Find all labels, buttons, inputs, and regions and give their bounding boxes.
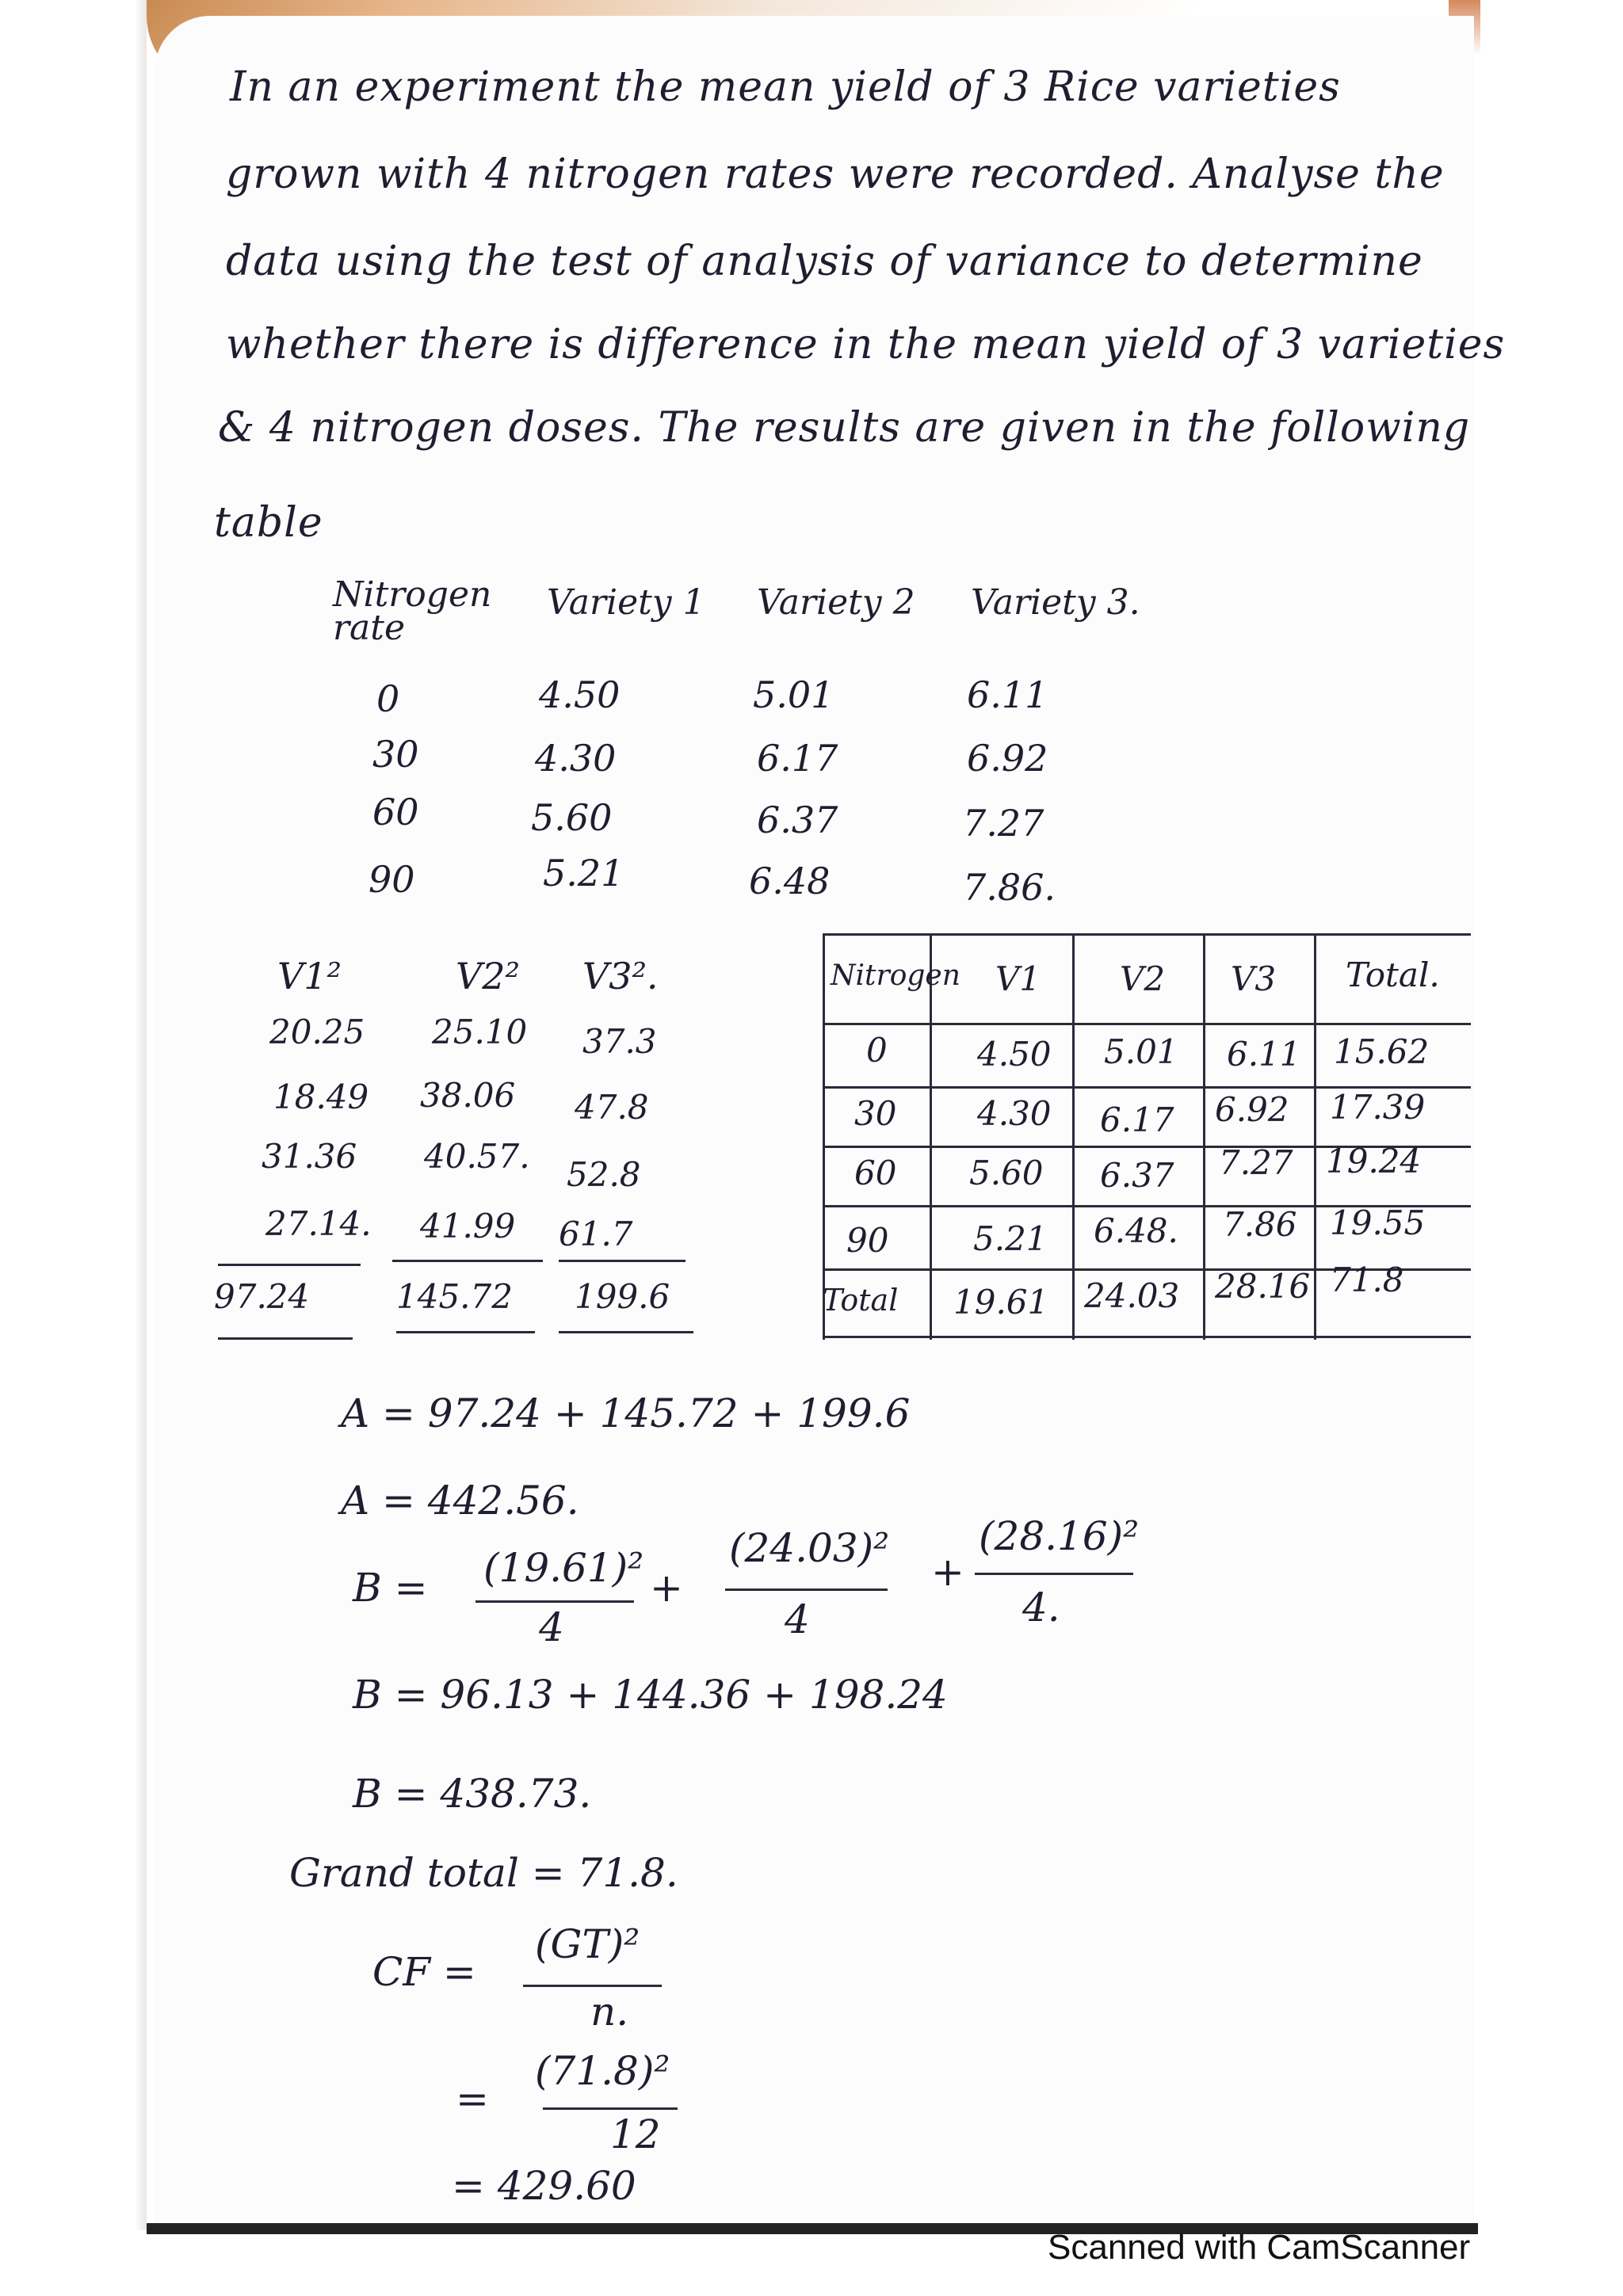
- tt-total-v3: 28.16: [1215, 1267, 1311, 1306]
- cell-r2-nitrogen: 60: [372, 791, 419, 833]
- cell-r0-v1: 4.50: [539, 673, 621, 716]
- calc-b-line3: B = 438.73.: [353, 1771, 592, 1817]
- grid-line: [823, 936, 825, 1340]
- header-variety-1: Variety 1: [547, 582, 705, 623]
- tt-r0-nitrogen: 0: [866, 1031, 888, 1070]
- question-line-3: data using the test of analysis of variance to determine: [226, 238, 1423, 285]
- sq-r0-v2: 25.10: [432, 1013, 528, 1051]
- tt-header-v3: V3: [1231, 959, 1277, 998]
- question-line-1: In an experiment the mean yield of 3 Rice varieties: [230, 63, 1341, 111]
- calc-cf-eq2: =: [456, 2076, 489, 2122]
- calc-grand-total: Grand total = 71.8.: [289, 1850, 678, 1896]
- cell-r2-v1: 5.60: [531, 796, 613, 839]
- grid-line: [823, 1336, 1471, 1338]
- sq-r0-v1: 20.25: [269, 1013, 365, 1051]
- fraction-bar: [543, 2107, 678, 2110]
- cell-r3-nitrogen: 90: [369, 858, 415, 901]
- sq-underline-v2: [392, 1260, 543, 1262]
- calc-b-den1: 4: [539, 1604, 564, 1650]
- grid-line: [1314, 936, 1316, 1340]
- tt-r1-v3: 6.92: [1215, 1090, 1289, 1129]
- sq-underline-total-v2: [396, 1331, 535, 1333]
- totals-table: [823, 933, 1471, 1340]
- tt-r1-nitrogen: 30: [854, 1094, 897, 1133]
- cell-r3-v3: 7.86.: [963, 866, 1056, 909]
- tt-r1-v2: 6.17: [1100, 1100, 1174, 1139]
- sq-underline-total-v3: [559, 1331, 693, 1333]
- header-variety-3: Variety 3.: [971, 582, 1140, 623]
- sq-r2-v3: 52.8: [567, 1155, 641, 1194]
- sq-r3-v1: 27.14.: [265, 1204, 372, 1243]
- sq-r1-v2: 38.06: [420, 1076, 516, 1115]
- cell-r3-v1: 5.21: [543, 852, 624, 894]
- fraction-bar: [975, 1573, 1133, 1575]
- calc-b-label: B =: [353, 1565, 428, 1611]
- calc-cf-label: CF =: [372, 1949, 476, 1995]
- tt-r2-nitrogen: 60: [854, 1154, 897, 1192]
- sq-r2-v2: 40.57.: [424, 1137, 530, 1176]
- cell-r1-v2: 6.17: [757, 737, 838, 780]
- grid-line: [1203, 936, 1205, 1340]
- calc-b-line2: B = 96.13 + 144.36 + 198.24: [353, 1672, 948, 1718]
- sq-header-v3: V3².: [582, 955, 659, 997]
- sq-total-v3: 199.6: [575, 1277, 670, 1316]
- calc-a-line2: A = 442.56.: [341, 1478, 579, 1524]
- tt-header-total: Total.: [1346, 955, 1440, 994]
- sq-r2-v1: 31.36: [262, 1137, 357, 1176]
- calc-b-plus1: +: [650, 1565, 683, 1611]
- sq-r0-v3: 37.3: [582, 1022, 657, 1061]
- fraction-bar: [523, 1985, 662, 1987]
- tt-total-v2: 24.03: [1084, 1276, 1180, 1315]
- tt-r0-v2: 5.01: [1104, 1032, 1178, 1071]
- calc-b-num2: (24.03)²: [729, 1525, 890, 1571]
- cell-r2-v2: 6.37: [757, 799, 838, 841]
- camscanner-watermark: Scanned with CamScanner: [1048, 2228, 1471, 2267]
- tt-r3-v1: 5.21: [973, 1219, 1048, 1258]
- header-variety-2: Variety 2: [757, 582, 915, 623]
- cell-r1-nitrogen: 30: [372, 733, 419, 776]
- tt-r2-v1: 5.60: [969, 1154, 1044, 1192]
- sq-underline-total-v1: [218, 1337, 353, 1340]
- calc-b-plus2: +: [931, 1549, 964, 1595]
- sq-underline-v3: [559, 1260, 685, 1262]
- calc-cf-den2: 12: [610, 2111, 661, 2157]
- calc-b-den3: 4.: [1022, 1585, 1060, 1630]
- sq-header-v2: V2²: [456, 955, 520, 997]
- tt-r0-total: 15.62: [1334, 1032, 1430, 1071]
- tt-r1-total: 17.39: [1330, 1088, 1426, 1127]
- calc-b-num3: (28.16)²: [979, 1513, 1140, 1559]
- calc-a-line1: A = 97.24 + 145.72 + 199.6: [341, 1390, 911, 1436]
- tt-r2-v2: 6.37: [1100, 1156, 1174, 1195]
- sq-total-v2: 145.72: [396, 1277, 513, 1316]
- question-line-6: table: [214, 499, 323, 547]
- tt-r2-total: 19.24: [1326, 1142, 1422, 1180]
- calc-cf-num: (GT)²: [535, 1921, 640, 1967]
- tt-header-v1: V1: [995, 959, 1041, 998]
- cell-r2-v3: 7.27: [963, 802, 1044, 845]
- fraction-bar: [475, 1600, 634, 1603]
- cell-r0-v2: 5.01: [753, 673, 834, 716]
- cell-r1-v1: 4.30: [535, 737, 617, 780]
- calc-b-den2: 4: [785, 1596, 810, 1642]
- sq-r1-v3: 47.8: [575, 1088, 649, 1127]
- fraction-bar: [725, 1589, 888, 1591]
- tt-r3-v3: 7.86: [1223, 1205, 1297, 1244]
- tt-total-grand: 71.8: [1330, 1261, 1404, 1299]
- tt-r0-v3: 6.11: [1227, 1035, 1301, 1074]
- cell-r3-v2: 6.48: [749, 860, 831, 902]
- header-nitrogen-rate: Nitrogen rate: [333, 574, 492, 648]
- grid-line: [1072, 936, 1075, 1340]
- calc-cf-num2: (71.8)²: [535, 2048, 670, 2094]
- tt-header-v2: V2: [1120, 959, 1166, 998]
- calc-cf-den: n.: [590, 1989, 629, 2035]
- tt-total-v1: 19.61: [953, 1283, 1049, 1322]
- grid-line: [930, 936, 932, 1340]
- sq-underline-v1: [218, 1264, 361, 1266]
- tt-r3-nitrogen: 90: [846, 1221, 889, 1260]
- grid-line: [823, 1023, 1471, 1025]
- cell-r0-v3: 6.11: [967, 673, 1048, 716]
- tt-r1-v1: 4.30: [977, 1094, 1052, 1133]
- tt-r2-v3: 7.27: [1219, 1143, 1293, 1182]
- calc-b-num1: (19.61)²: [483, 1545, 644, 1591]
- question-line-4: whether there is difference in the mean yield of 3 varieties: [226, 321, 1506, 368]
- calc-cf-result: = 429.60: [452, 2163, 636, 2209]
- sq-total-v1: 97.24: [214, 1277, 310, 1316]
- cell-r0-nitrogen: 0: [376, 677, 400, 720]
- tt-r0-v1: 4.50: [977, 1035, 1052, 1074]
- question-line-5: & 4 nitrogen doses. The results are given in the following: [218, 404, 1471, 452]
- sq-r3-v3: 61.7: [559, 1215, 633, 1253]
- sq-r1-v1: 18.49: [273, 1077, 369, 1116]
- cell-r1-v3: 6.92: [967, 737, 1048, 780]
- tt-r3-total: 19.55: [1330, 1203, 1426, 1242]
- tt-total-label: Total: [823, 1283, 899, 1318]
- sq-r3-v2: 41.99: [420, 1207, 516, 1245]
- question-line-2: grown with 4 nitrogen rates were recorded. Analyse the: [226, 151, 1445, 198]
- tt-r3-v2: 6.48.: [1094, 1211, 1178, 1250]
- scan-margin: [0, 0, 147, 2230]
- tt-header-nitrogen: Nitrogen: [831, 959, 960, 992]
- sq-header-v1: V1²: [277, 955, 342, 997]
